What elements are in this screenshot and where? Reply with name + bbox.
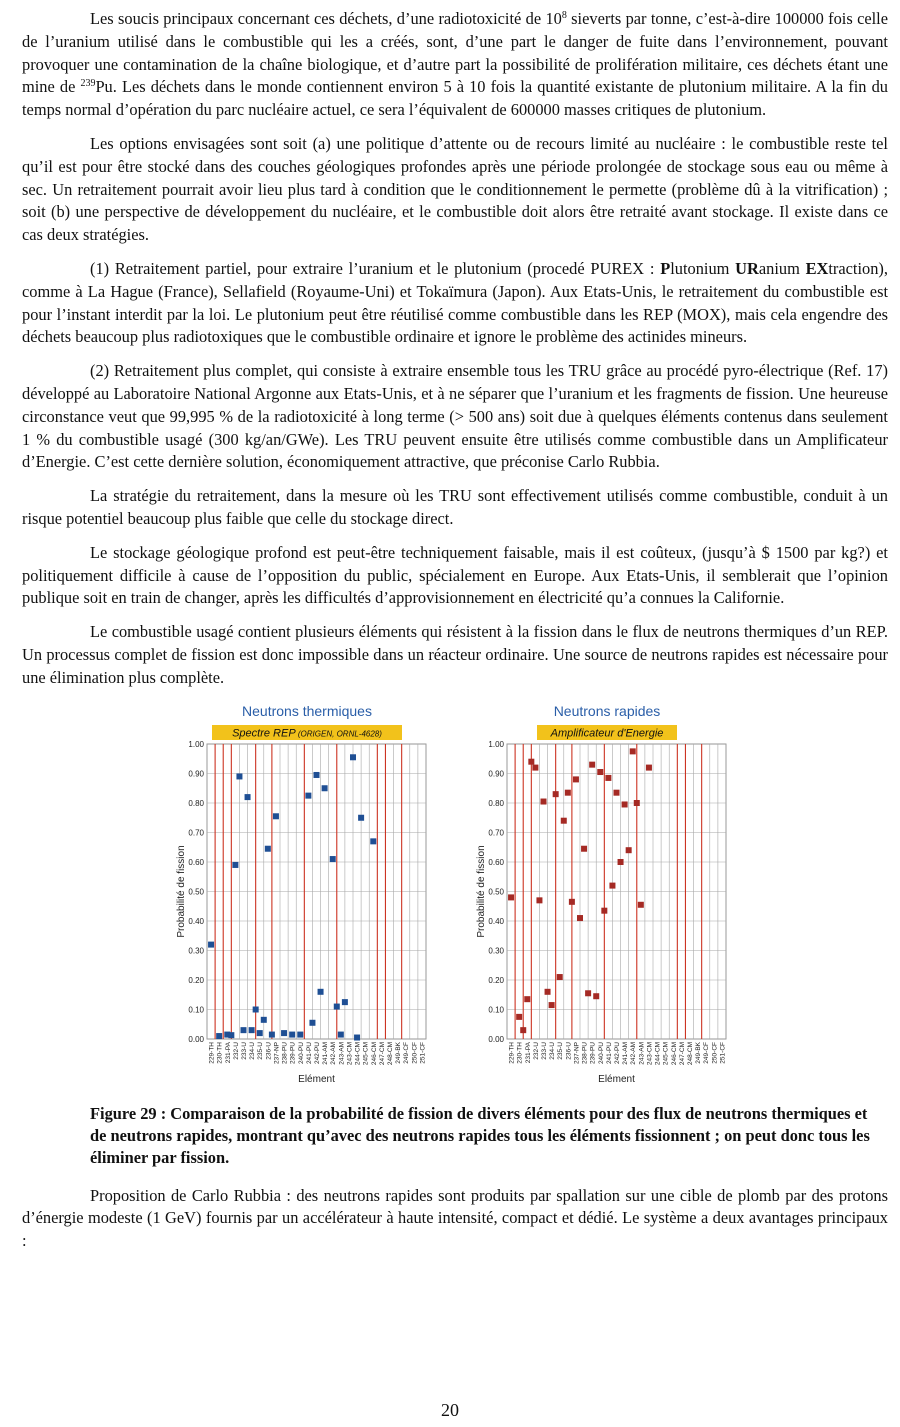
- data-point: [318, 988, 324, 994]
- data-point: [305, 792, 311, 798]
- data-point: [228, 1032, 234, 1038]
- data-point: [601, 907, 607, 913]
- x-tick-label: 249-CF: [403, 1041, 411, 1064]
- y-tick-label: 0.40: [488, 916, 504, 926]
- y-tick-label: 0.00: [188, 1034, 204, 1044]
- x-tick-label: 249-CF: [703, 1041, 711, 1064]
- data-point: [545, 988, 551, 994]
- data-point: [249, 1027, 255, 1033]
- x-tick-label: 230-TH: [216, 1041, 224, 1064]
- x-tick-label: 239-PU: [289, 1041, 297, 1064]
- data-point: [334, 1003, 340, 1009]
- x-tick-label: 231-PA: [224, 1041, 232, 1063]
- x-tick-label: 238-PU: [581, 1041, 589, 1064]
- data-point: [618, 859, 624, 865]
- x-tick-label: 231-PA: [524, 1041, 532, 1063]
- page-number: 20: [441, 1400, 459, 1420]
- x-tick-label: 250-CF: [411, 1041, 419, 1064]
- data-point: [273, 813, 279, 819]
- data-point: [585, 990, 591, 996]
- x-tick-label: 235-U: [257, 1041, 265, 1060]
- p1-text-b: sieverts par tonne, c’est-à-dire 100000 fois celle de l’uranium utilisé dans le combustible qui les a créés, sont, d’une part le danger de fuite dans l’environnement, pouvant provoquer une contamination de la chaîne biologique, et d’autre part la possibilité de prolifération militaire, ces déchets étant une mine de: [22, 9, 889, 97]
- y-tick-label: 0.90: [488, 769, 504, 779]
- data-point: [593, 993, 599, 999]
- data-point: [646, 764, 652, 770]
- p3-text-c: anium: [758, 258, 806, 278]
- x-tick-label: 232-U: [532, 1041, 540, 1060]
- data-point: [605, 774, 611, 780]
- y-axis-label: Probabilité de fission: [476, 844, 487, 938]
- data-point: [342, 999, 348, 1005]
- chart-subtitle-main: Spectre REP: [232, 727, 296, 740]
- data-point: [520, 1027, 526, 1033]
- data-point: [577, 915, 583, 921]
- y-tick-label: 0.70: [488, 828, 504, 838]
- paragraph-2: Les options envisagées sont soit (a) une politique d’attente ou de recours limité au nucléaire : le combustible reste tel qu’il est pour être stocké dans des couches géologiques profondes après une période prolongée de stockage sous eau ou même à sec. Un retraitement pourrait avoir lieu plus tard à condition que le conditionnement le permette (problème dû à la vitrification) ; soit (b) une perspective de développement du nucléaire, et le combustible doit alors être retraité avant stockage. Il existe dans ce cas deux stratégies.: [22, 133, 888, 245]
- data-point: [253, 1006, 259, 1012]
- data-point: [281, 1030, 287, 1036]
- x-tick-label: 243-AM: [638, 1041, 646, 1065]
- data-point: [216, 1033, 222, 1039]
- y-tick-label: 0.10: [488, 1005, 504, 1015]
- x-tick-label: 250-CF: [711, 1041, 719, 1064]
- x-tick-label: 244-CM: [654, 1041, 662, 1065]
- data-point: [236, 773, 242, 779]
- data-point: [638, 901, 644, 907]
- data-point: [358, 814, 364, 820]
- p3-text-a: (1) Retraitement partiel, pour extraire l’uranium et le plutonium (procedé PUREX :: [90, 258, 661, 278]
- x-tick-label: 243-CM: [646, 1041, 654, 1065]
- x-tick-label: 246-CM: [370, 1041, 378, 1065]
- data-point: [354, 1034, 360, 1040]
- data-point: [573, 776, 579, 782]
- x-tick-label: 239-PU: [589, 1041, 597, 1064]
- p1-text-c: Pu. Les déchets dans le monde contiennent environ 5 à 10 fois la quantité existante de plutonium militaire. A la fin du temps normal d’opération du parc nucléaire actuel, ce sera l’équivalent de 600000 masses critiques de plutonium.: [22, 77, 888, 120]
- x-axis-label: Elément: [298, 1073, 335, 1085]
- paragraph-7: Le combustible usagé contient plusieurs éléments qui résistent à la fission dans le flux de neutrons thermiques d’un REP. Un processus complet de fission est donc impossible dans un réacteur ordinaire. Une source de neutrons rapides est nécessaire pour une élimination plus complète.: [22, 622, 888, 687]
- x-tick-label: 230-TH: [516, 1041, 524, 1064]
- data-point: [370, 838, 376, 844]
- data-point: [565, 789, 571, 795]
- data-point: [626, 847, 632, 853]
- p3-bold-ex: EX: [805, 258, 829, 278]
- y-tick-label: 1.00: [488, 739, 504, 749]
- p3-bold-p: P: [660, 258, 671, 278]
- x-tick-label: 243-CM: [346, 1041, 354, 1065]
- data-point: [350, 754, 356, 760]
- data-point: [541, 798, 547, 804]
- data-point: [557, 974, 563, 980]
- paragraph-4: (2) Retraitement plus complet, qui consiste à extraire ensemble tous les TRU grâce au procédé pyro-électrique (Ref. 17) développé au Laboratoire National Argonne aux Etats-Unis, et à ne séparer que l’uranium et les fragments de fission. Une heureuse circonstance veut que 99,995 % de la radiotoxicité à long terme (> 500 ans) soit due à quelques éléments contenus dans seulement 1 % du combustible usagé (300 kg/an/GWe). Les TRU peuvent ensuite être utilisés comme combustible dans un Amplificateur d’Energie. C’est cette dernière solution, économiquement attractive, que préconise Carlo Rubbia.: [22, 361, 888, 472]
- x-tick-label: 249-BK: [395, 1041, 403, 1064]
- x-tick-label: 236-U: [265, 1041, 273, 1060]
- y-tick-label: 0.90: [188, 769, 204, 779]
- y-tick-label: 0.50: [488, 887, 504, 897]
- x-tick-label: 242-PU: [314, 1041, 321, 1064]
- x-tick-label: 242-AM: [330, 1041, 338, 1065]
- y-tick-label: 0.80: [488, 798, 504, 808]
- x-tick-label: 240-PU: [597, 1041, 605, 1064]
- data-point: [589, 761, 595, 767]
- data-point: [581, 845, 587, 851]
- x-tick-label: 237-NP: [573, 1041, 581, 1064]
- p3-text-b: lutonium: [670, 258, 736, 278]
- data-point: [561, 817, 567, 823]
- x-tick-label: 229-TH: [508, 1041, 516, 1064]
- x-tick-label: 246-CM: [670, 1041, 678, 1065]
- y-axis-label: Probabilité de fission: [176, 844, 187, 938]
- data-point: [553, 791, 559, 797]
- figure-29: [22, 702, 888, 1097]
- data-point: [241, 1027, 247, 1033]
- x-tick-label: 245-CM: [362, 1041, 370, 1065]
- x-tick-label: 241-AM: [322, 1041, 330, 1065]
- paragraph-3: [22, 258, 888, 349]
- x-tick-label: 242-PU: [614, 1041, 621, 1064]
- x-tick-label: 244-CM: [354, 1041, 362, 1065]
- x-tick-label: 233-U: [541, 1041, 548, 1060]
- p1-superscript-8: 8: [561, 10, 567, 21]
- data-point: [532, 764, 538, 770]
- data-point: [516, 1013, 522, 1019]
- y-tick-label: 0.80: [188, 798, 204, 808]
- x-tick-label: 249-BK: [695, 1041, 703, 1064]
- data-point: [630, 748, 636, 754]
- data-point: [569, 898, 575, 904]
- y-tick-label: 1.00: [188, 739, 204, 749]
- data-point: [536, 897, 542, 903]
- x-tick-label: 229-TH: [208, 1041, 216, 1064]
- data-point: [338, 1031, 344, 1037]
- x-tick-label: 248-CM: [687, 1041, 694, 1065]
- data-point: [257, 1030, 263, 1036]
- y-tick-label: 0.30: [488, 946, 504, 956]
- x-tick-label: 234-U: [549, 1041, 557, 1060]
- y-tick-label: 0.20: [488, 975, 504, 985]
- x-tick-label: 236-U: [565, 1041, 573, 1060]
- y-tick-label: 0.60: [188, 857, 204, 867]
- y-tick-label: 0.60: [488, 857, 504, 867]
- x-tick-label: 251-CF: [719, 1041, 727, 1064]
- x-tick-label: 241-PU: [305, 1041, 313, 1064]
- data-point: [549, 1002, 555, 1008]
- x-axis-label: Elément: [598, 1073, 635, 1085]
- x-tick-label: 241-PU: [605, 1041, 613, 1064]
- x-tick-label: 233-U: [241, 1041, 248, 1060]
- p1-text-a: Les soucis principaux concernant ces déchets, d’une radiotoxicité de 10: [90, 9, 562, 28]
- x-tick-label: 247-CM: [378, 1041, 386, 1065]
- x-tick-label: 241-AM: [622, 1041, 630, 1065]
- x-tick-label: 251-CF: [419, 1041, 427, 1064]
- y-tick-label: 0.70: [188, 828, 204, 838]
- data-point: [265, 845, 271, 851]
- data-point: [597, 769, 603, 775]
- chart-subtitle-main: Amplificateur d'Energie: [550, 727, 664, 740]
- x-tick-label: 235-U: [557, 1041, 565, 1060]
- chart-subtitle: [232, 727, 382, 739]
- chart-title: Neutrons rapides: [553, 702, 661, 719]
- p1-superscript-239: 239: [80, 78, 96, 90]
- data-point: [269, 1031, 275, 1037]
- data-point: [609, 882, 615, 888]
- y-tick-label: 0.40: [188, 916, 204, 926]
- data-point: [528, 758, 534, 764]
- data-point: [524, 996, 530, 1002]
- x-tick-label: 237-NP: [273, 1041, 281, 1064]
- data-point: [289, 1031, 295, 1037]
- data-point: [208, 941, 214, 947]
- y-tick-label: 0.20: [188, 975, 204, 985]
- data-point: [297, 1031, 303, 1037]
- x-tick-label: 248-CM: [387, 1041, 394, 1065]
- x-tick-label: 243-AM: [338, 1041, 346, 1065]
- data-point: [614, 789, 620, 795]
- data-point: [309, 1019, 315, 1025]
- chart-subtitle: [550, 727, 664, 739]
- x-tick-label: 232-U: [232, 1041, 240, 1060]
- y-tick-label: 0.50: [188, 887, 204, 897]
- x-tick-label: 234-U: [249, 1041, 257, 1060]
- p3-bold-ur: UR: [735, 258, 759, 278]
- document-page: [22, 8, 888, 1264]
- x-tick-label: 240-PU: [297, 1041, 305, 1064]
- chart-fast-wrap: [472, 702, 742, 1097]
- data-point: [245, 794, 251, 800]
- paragraph-5: La stratégie du retraitement, dans la mesure où les TRU sont effectivement utilisés comme combustible, conduit à un risque potentiel beaucoup plus faible que celle du stockage direct.: [22, 486, 888, 528]
- chart-thermal-wrap: [172, 702, 442, 1097]
- y-tick-label: 0.00: [488, 1034, 504, 1044]
- data-point: [634, 800, 640, 806]
- chart-thermal-neutrons: [172, 702, 442, 1097]
- p3-text-d: traction), comme à La Hague (France), Sellafield (Royaume-Uni) et Tokaïmura (Japon). Aux Etats-Unis, le retraitement du combustible est pour l’instant interdit par la loi. Le plutonium peut être réutilisé comme combustible dans les REP (MOX), mais cela engendre des déchets beaucoup plus radiotoxiques que le combustible ordinaire et ignore le problème des actinides mineurs.: [22, 258, 888, 347]
- paragraph-6: Le stockage géologique profond est peut-être techniquement faisable, mais il est coûteux, (jusqu’à $ 1500 par kg?) et politiquement difficile à cause de l’opposition du public, spécialement en Europe. Aux Etats-Unis, il semblerait que l’opinion publique soit en train de changer, après les difficultés d’approvisionnement en électricité qu’a connues la Californie.: [22, 542, 888, 608]
- paragraph-8: Proposition de Carlo Rubbia : des neutrons rapides sont produits par spallation sur une cible de plomb par des protons d’énergie modeste (1 GeV) fournis par un accélérateur à haute intensité, compact et dédié. Le système a deux avantages principaux :: [22, 1185, 888, 1251]
- x-tick-label: 242-AM: [630, 1041, 638, 1065]
- chart-subtitle-note: (ORIGEN, ORNL-4628): [295, 729, 382, 739]
- data-point: [261, 1016, 267, 1022]
- figure-caption: Figure 29 : Comparaison de la probabilité de fission de divers éléments pour des flux de neutrons thermiques et de neutrons rapides, montrant qu’avec des neutrons rapides tous les éléments fissionnent ; on peut donc tous les éliminer par fission.: [90, 1103, 870, 1167]
- data-point: [322, 785, 328, 791]
- chart-title: Neutrons thermiques: [242, 702, 372, 719]
- y-tick-label: 0.30: [188, 946, 204, 956]
- chart-fast-neutrons: [472, 702, 742, 1097]
- y-tick-label: 0.10: [188, 1005, 204, 1015]
- data-point: [232, 861, 238, 867]
- x-tick-label: 247-CM: [678, 1041, 686, 1065]
- data-point: [508, 894, 514, 900]
- x-tick-label: 238-PU: [281, 1041, 289, 1064]
- x-tick-label: 245-CM: [662, 1041, 670, 1065]
- data-point: [622, 801, 628, 807]
- paragraph-1: [22, 8, 888, 122]
- data-point: [330, 856, 336, 862]
- data-point: [314, 771, 320, 777]
